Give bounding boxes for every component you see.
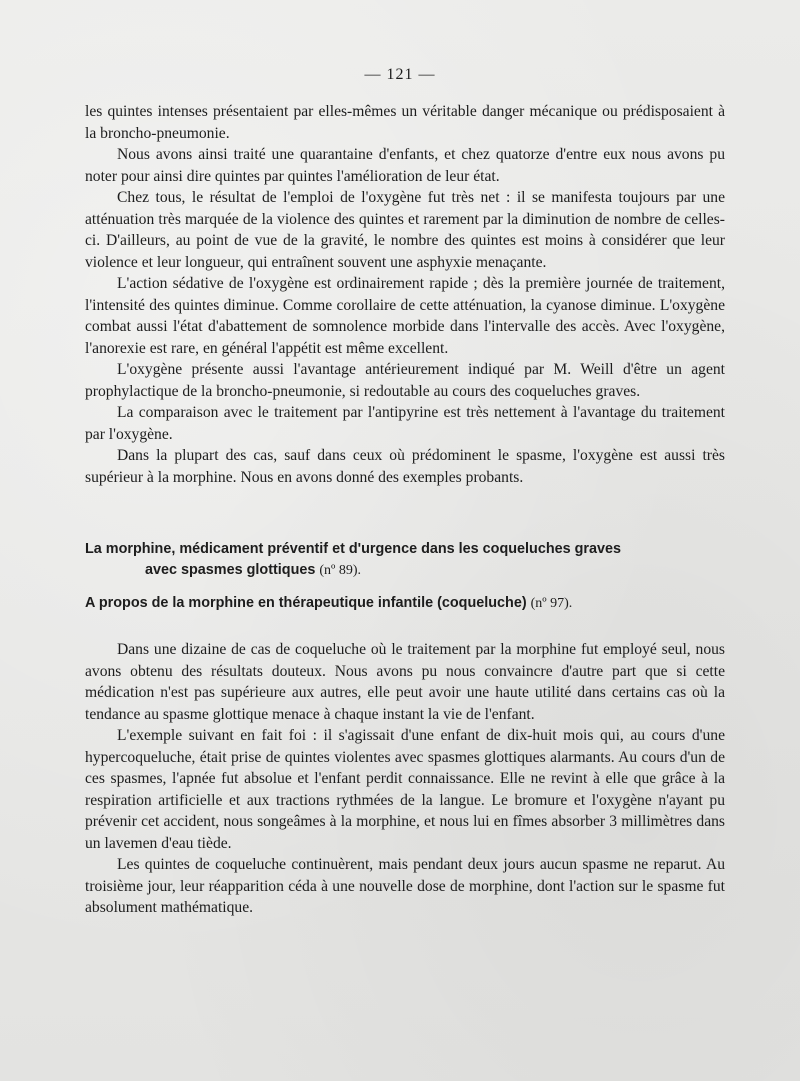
section-reference: (nº 97). [530,596,573,611]
paragraph: Les quintes de coqueluche continuèrent, mais pendant deux jours aucun spasme ne reparut. Au troisième jour, leur réapparition céda à une nouvelle dose de morphine, dont l'action sur le spasme fut absolument mathématique. [85,856,725,916]
section-reference: (nº 89). [319,563,362,578]
section-heading-line2-text: avec spasmes glottiques [145,562,316,578]
paragraph: L'oxygène présente aussi l'avantage antérieurement indiqué par M. Weill d'être un agent prophylactique de la broncho-pneumonie, si redoutable au cours des coqueluches graves. [85,361,725,400]
page-body [85,101,725,919]
heading-spacer [85,614,725,639]
section-heading-therapeutique-infantile [85,593,725,614]
paragraph: L'action sédative de l'oxygène est ordinairement rapide ; dès la première journée de traitement, l'intensité des quintes diminue. Comme corollaire de cette atténuation, la cyanose diminue. L'oxygène combat aussi l'état d'abattement de somnolence morbide dans l'intervalle des accès. Avec l'oxygène, l'anorexie est rare, en général l'appétit est même excellent. [85,275,725,357]
paragraph: La comparaison avec le traitement par l'antipyrine est très nettement à l'avantage du traitement par l'oxygène. [85,404,725,443]
paragraph: Chez tous, le résultat de l'emploi de l'oxygène fut très net : il se manifesta toujours par une atténuation très marquée de la violence des quintes et rarement par la diminution de nombre de celles-ci. D'ailleurs, au point de vue de la gravité, le nombre des quintes est moins à considérer que leur violence et leur longueur, qui entraînent souvent une asphyxie menaçante. [85,189,725,271]
heading-spacer [85,581,725,593]
section-heading-line2 [85,560,725,581]
section-heading-morphine-preventif [85,539,725,581]
section-heading-text: A propos de la morphine en thérapeutique infantile (coqueluche) [85,595,527,611]
paragraph: Dans une dizaine de cas de coqueluche où le traitement par la morphine fut employé seul, nous avons obtenu des résultats douteux. Nous avons pu nous convaincre d'autre part que si cette médication n'est pas supérieure aux autres, elle peut avoir une haute utilité dans certains cas où la tendance au spasme glottique menace à chaque instant la vie de l'enfant. [85,641,725,723]
page-number: — 121 — [364,66,436,83]
paragraph: Nous avons ainsi traité une quarantaine d'enfants, et chez quatorze d'entre eux nous avons pu noter pour ainsi dire quintes par quintes l'amélioration de leur état. [85,146,725,185]
section-spacer [85,488,725,539]
section-heading-line1: La morphine, médicament préventif et d'urgence dans les coqueluches graves [85,541,622,557]
paragraph: L'exemple suivant en fait foi : il s'agissait d'une enfant de dix-huit mois qui, au cours d'une hypercoqueluche, était prise de quintes violentes avec spasmes glottiques alarmants. Au cours d'un de ces spasmes, l'apnée fut absolue et l'enfant perdit connaissance. Elle ne revint à elle que grâce à la respiration artificielle et aux tractions rythmées de la langue. Le bromure et l'oxygène n'ayant pu prévenir cet accident, nous songeâmes à la morphine, et nous lui en fîmes absorber 3 millimètres dans un lavemen d'eau tiède. [85,727,725,852]
paragraph-continuation: les quintes intenses présentaient par elles-mêmes un véritable danger mécanique ou prédisposaient à la broncho-pneumonie. [85,103,725,142]
paragraph: Dans la plupart des cas, sauf dans ceux où prédominent le spasme, l'oxygène est aussi très supérieur à la morphine. Nous en avons donné des exemples probants. [85,447,725,486]
